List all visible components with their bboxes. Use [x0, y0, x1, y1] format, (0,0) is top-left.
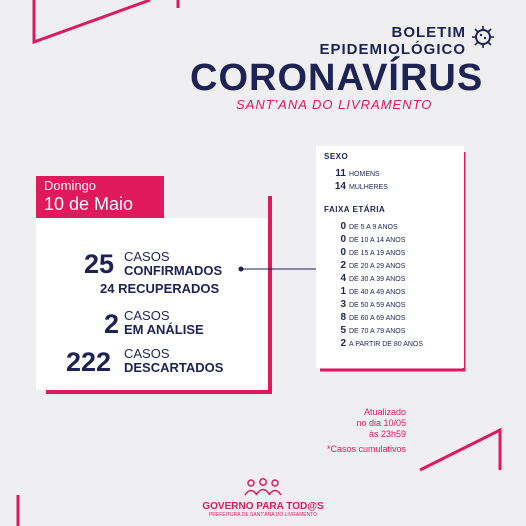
age-row — [330, 336, 423, 348]
discarded-label-2: DESCARTADOS — [124, 360, 224, 375]
age-label: DE 50 A 59 ANOS — [349, 302, 406, 309]
update-line-3: às 23h59 — [368, 429, 406, 439]
people-icon — [233, 478, 293, 496]
age-count: 0 — [340, 221, 346, 232]
age-label: DE 40 A 49 ANOS — [349, 289, 406, 296]
age-count: 4 — [340, 273, 346, 284]
age-row — [330, 219, 398, 231]
epidemiologico-label: EPIDEMIOLÓGICO — [319, 41, 466, 58]
age-label: DE 60 A 69 ANOS — [349, 315, 406, 322]
government-logo — [196, 478, 330, 518]
age-title: FAIXA ETÁRIA — [324, 205, 386, 214]
logo-text: GOVERNO PARA TOD@S — [202, 501, 324, 512]
cumulative-note: *Casos cumulativos — [326, 444, 406, 454]
age-row — [330, 310, 405, 322]
boletim-label: BOLETIM — [391, 24, 466, 41]
sex-label: MULHERES — [349, 184, 388, 191]
sex-row — [330, 179, 388, 191]
age-row — [330, 258, 405, 270]
analysis-label-2: EM ANÁLISE — [124, 322, 204, 337]
analysis-number: 2 — [104, 309, 120, 339]
age-label: DE 20 A 29 ANOS — [349, 263, 406, 270]
page-title: CORONAVÍRUS — [190, 57, 484, 99]
confirmed-label-1: CASOS — [124, 249, 170, 264]
age-count: 0 — [340, 247, 346, 258]
sex-label: HOMENS — [349, 171, 380, 178]
sex-row — [330, 166, 380, 178]
age-label: DE 10 A 14 ANOS — [349, 237, 406, 244]
age-count: 5 — [340, 325, 346, 336]
recovered-label: 24 RECUPERADOS — [100, 281, 220, 296]
age-count: 1 — [340, 286, 346, 297]
logo-subtext: PREFEITURA DE SANT'ANA DO LIVRAMENTO — [208, 512, 318, 518]
discarded-number: 222 — [66, 347, 112, 377]
age-row — [330, 232, 405, 244]
age-row — [330, 271, 405, 283]
age-count: 0 — [340, 234, 346, 245]
discarded-label-1: CASOS — [124, 346, 170, 361]
age-count: 3 — [340, 299, 346, 310]
age-row — [330, 297, 405, 309]
age-label: DE 30 A 39 ANOS — [349, 276, 406, 283]
age-row — [330, 323, 405, 335]
weekday: Domingo — [44, 178, 97, 193]
age-count: 8 — [340, 312, 346, 323]
age-label: DE 5 A 9 ANOS — [349, 224, 398, 231]
sex-count: 14 — [334, 181, 346, 192]
sex-title: SEXO — [324, 152, 349, 161]
confirmed-number: 25 — [84, 249, 115, 279]
date-day: 10 de Maio — [44, 194, 134, 214]
confirmed-label-2: CONFIRMADOS — [124, 263, 223, 278]
age-count: 2 — [340, 338, 346, 349]
age-label: DE 70 A 79 ANOS — [349, 328, 406, 335]
city-subtitle: SANT'ANA DO LIVRAMENTO — [236, 97, 433, 112]
update-line-2: no dia 10/05 — [356, 418, 406, 428]
update-note — [327, 407, 406, 455]
age-label: A PARTIR DE 80 ANOS — [349, 341, 424, 348]
age-row — [330, 284, 405, 296]
age-count: 2 — [340, 260, 346, 271]
update-line-1: Atualizado — [363, 407, 406, 417]
sex-count: 11 — [335, 168, 346, 179]
analysis-label-1: CASOS — [124, 308, 170, 323]
age-label: DE 15 A 19 ANOS — [349, 250, 406, 257]
age-row — [330, 245, 405, 257]
